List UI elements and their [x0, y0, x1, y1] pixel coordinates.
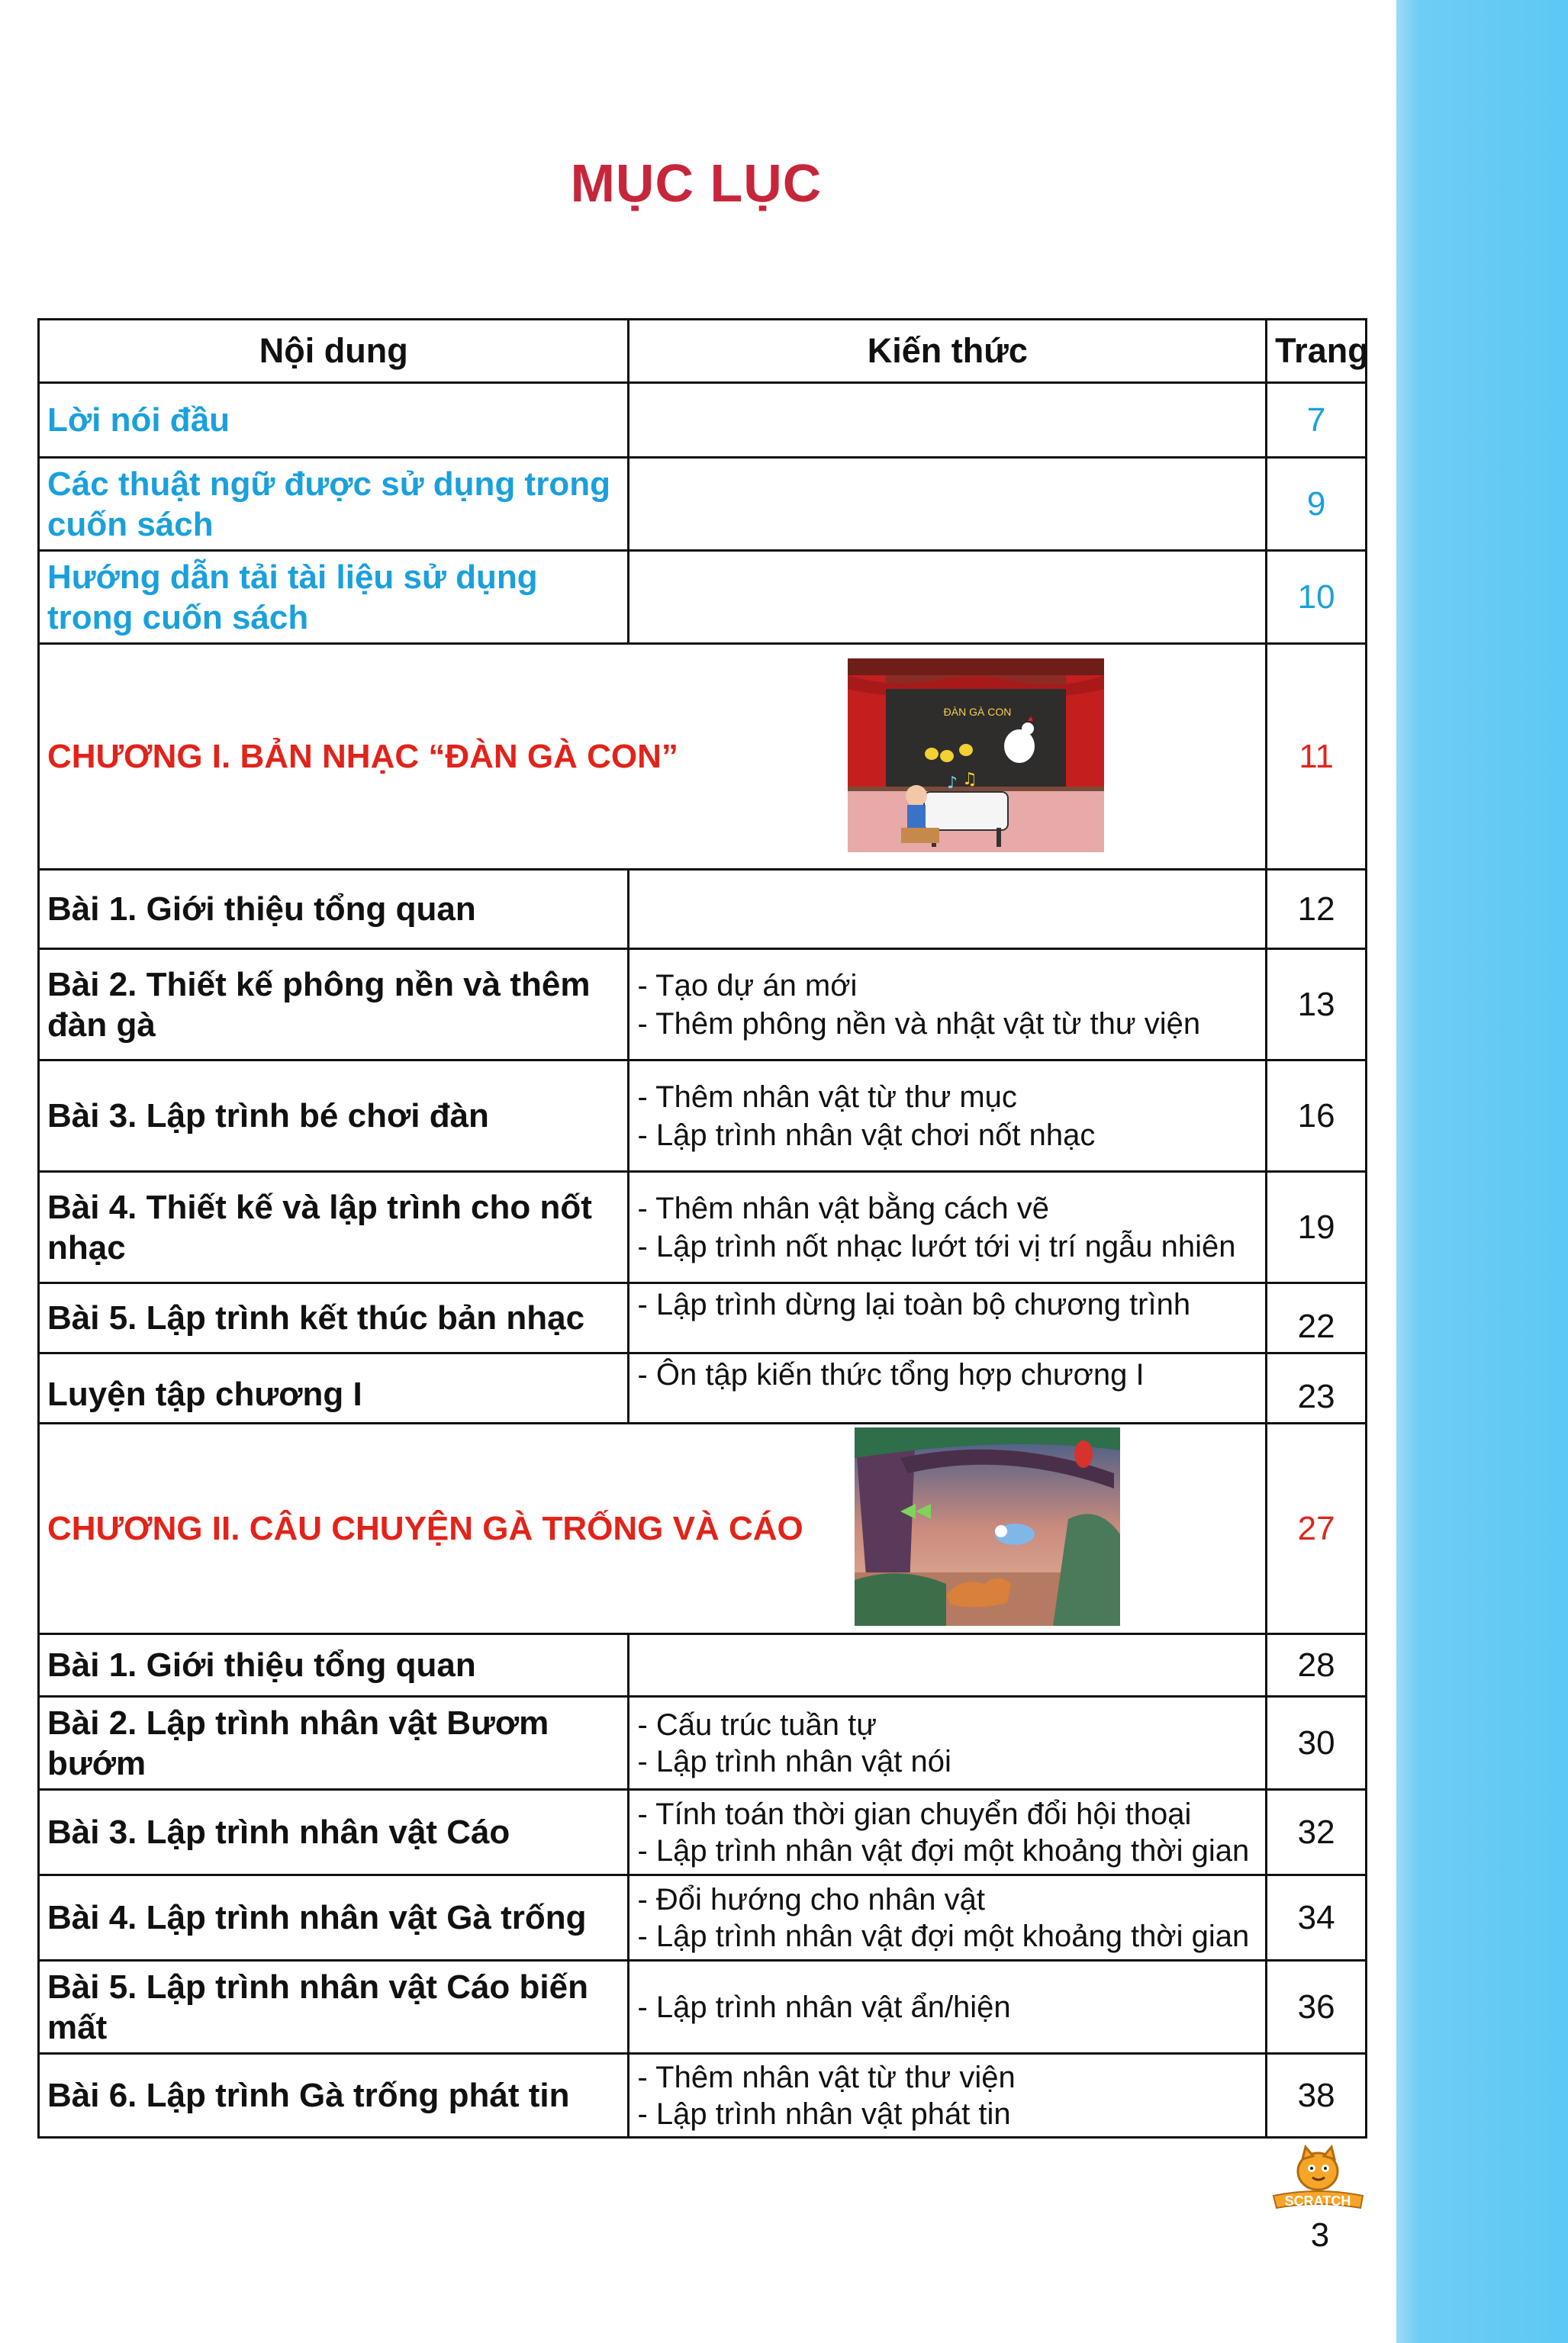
toc-row-lesson[interactable] [39, 1790, 1367, 1875]
toc-entry-knowledge [629, 1353, 1267, 1424]
knowledge-item: - Cấu trúc tuần tự [637, 1707, 877, 1742]
knowledge-item: - Thêm nhân vật bằng cách vẽ [637, 1191, 1050, 1225]
toc-entry-knowledge [629, 458, 1267, 551]
toc-row-intro[interactable] [39, 551, 1367, 644]
header-page: Trang [1267, 320, 1367, 383]
knowledge-item: - Lập trình nhân vật ẩn/hiện [637, 1990, 1011, 2024]
toc-entry-page: 36 [1267, 1961, 1367, 2054]
knowledge-item: - Lập trình nhân vật đợi một khoảng thời gian [637, 1919, 1250, 1953]
toc-row-lesson[interactable] [39, 2054, 1367, 2138]
chapter-1-image-caption: ĐÀN GÀ CON [943, 706, 1012, 718]
toc-entry-knowledge [629, 1172, 1267, 1283]
toc-entry-title[interactable]: Bài 1. Giới thiệu tổng quan [39, 870, 629, 949]
chapter-1-illustration [848, 658, 1104, 852]
toc-entry-page: 30 [1267, 1697, 1367, 1790]
toc-entry-title[interactable]: Bài 2. Lập trình nhân vật Bươm bướm [39, 1697, 629, 1790]
knowledge-item: - Ôn tập kiến thức tổng hợp chương I [637, 1358, 1145, 1392]
knowledge-item: - Thêm phông nền và nhật vật từ thư viện [637, 1006, 1201, 1041]
toc-entry-title[interactable]: Bài 5. Lập trình kết thúc bản nhạc [39, 1283, 629, 1353]
toc-row-lesson[interactable] [39, 949, 1367, 1060]
page-title: MỤC LỤC [570, 153, 823, 213]
toc-entry-knowledge [629, 1790, 1267, 1875]
knowledge-item: - Lập trình nhân vật đợi một khoảng thời gian [637, 1833, 1250, 1868]
toc-row-lesson[interactable] [39, 870, 1367, 949]
toc-entry-page: 28 [1267, 1634, 1367, 1697]
chapter-1-cell [39, 644, 1267, 870]
toc-row-lesson[interactable] [39, 1060, 1367, 1172]
toc-row-chapter-1[interactable] [39, 644, 1367, 870]
toc-entry-knowledge [629, 949, 1267, 1060]
toc-entry-knowledge [629, 1961, 1267, 2054]
toc-row-lesson[interactable] [39, 1172, 1367, 1283]
toc-row-lesson[interactable] [39, 1697, 1367, 1790]
toc-entry-title[interactable]: Hướng dẫn tải tài liệu sử dụng trong cuốn sách [39, 551, 629, 644]
toc-entry-knowledge [629, 383, 1267, 458]
toc-entry-title[interactable]: Bài 3. Lập trình nhân vật Cáo [39, 1790, 629, 1875]
toc-entry-page: 23 [1267, 1353, 1367, 1424]
toc-entry-knowledge [629, 551, 1267, 644]
toc-entry-page: 13 [1267, 949, 1367, 1060]
toc-entry-knowledge [629, 870, 1267, 949]
toc-entry-page: 9 [1267, 458, 1367, 551]
knowledge-item: - Tính toán thời gian chuyển đổi hội thoại [637, 1797, 1192, 1831]
toc-entry-title[interactable]: Bài 1. Giới thiệu tổng quan [39, 1634, 629, 1697]
page-number: 3 [1310, 2216, 1330, 2254]
toc-entry-title[interactable]: Bài 5. Lập trình nhân vật Cáo biến mất [39, 1961, 629, 2054]
knowledge-item: - Lập trình nhân vật phát tin [637, 2097, 1011, 2131]
toc-entry-page: 16 [1267, 1060, 1367, 1172]
toc-entry-page: 38 [1267, 2054, 1367, 2138]
toc-entry-page: 22 [1267, 1283, 1367, 1353]
knowledge-item: - Đổi hướng cho nhân vật [637, 1882, 985, 1917]
toc-entry-knowledge [629, 1283, 1267, 1353]
toc-entry-title[interactable]: Bài 4. Thiết kế và lập trình cho nốt nhạc [39, 1172, 629, 1283]
toc-entry-page: 19 [1267, 1172, 1367, 1283]
knowledge-item: - Tạo dự án mới [637, 968, 858, 1003]
toc-entry-title[interactable]: Bài 4. Lập trình nhân vật Gà trống [39, 1875, 629, 1961]
toc-entry-page: 12 [1267, 870, 1367, 949]
header-knowledge: Kiến thức [629, 320, 1267, 383]
toc-row-lesson[interactable] [39, 1634, 1367, 1697]
chapter-2-title[interactable]: CHƯƠNG II. CÂU CHUYỆN GÀ TRỐNG VÀ CÁO [47, 1509, 803, 1547]
toc-entry-title[interactable]: Bài 2. Thiết kế phông nền và thêm đàn gà [39, 949, 629, 1060]
toc-row-chapter-2[interactable] [39, 1424, 1367, 1634]
toc-entry-page: 7 [1267, 383, 1367, 458]
toc-row-intro[interactable] [39, 458, 1367, 551]
toc-row-intro[interactable] [39, 383, 1367, 458]
svg-text:♫: ♫ [962, 770, 977, 789]
knowledge-item: - Thêm nhân vật từ thư viện [637, 2060, 1016, 2094]
toc-entry-page: 11 [1267, 644, 1367, 870]
knowledge-item: - Lập trình nốt nhạc lướt tới vị trí ngẫu nhiên [637, 1229, 1236, 1263]
toc-entry-knowledge [629, 1697, 1267, 1790]
toc-entry-knowledge [629, 1060, 1267, 1172]
knowledge-item: - Thêm nhân vật từ thư mục [637, 1080, 1017, 1114]
toc-entry-knowledge [629, 1875, 1267, 1961]
toc-row-lesson[interactable] [39, 1353, 1367, 1424]
toc-entry-knowledge [629, 1634, 1267, 1697]
toc-entry-page: 10 [1267, 551, 1367, 644]
chapter-2-cell [39, 1424, 1267, 1634]
toc-entry-page: 27 [1267, 1424, 1367, 1634]
toc-entry-knowledge [629, 2054, 1267, 2138]
knowledge-item: - Lập trình dừng lại toàn bộ chương trình [637, 1288, 1191, 1321]
toc-entry-page: 32 [1267, 1790, 1367, 1875]
toc-entry-title[interactable]: Luyện tập chương I [39, 1353, 629, 1424]
svg-text:♪: ♪ [947, 774, 958, 793]
knowledge-item: - Lập trình nhân vật chơi nốt nhạc [637, 1118, 1096, 1152]
toc-entry-title[interactable]: Bài 3. Lập trình bé chơi đàn [39, 1060, 629, 1172]
toc-entry-title[interactable]: Bài 6. Lập trình Gà trống phát tin [39, 2054, 629, 2138]
side-decoration-band [1396, 0, 1568, 2343]
header-content: Nội dung [39, 320, 629, 383]
toc-row-lesson[interactable] [39, 1283, 1367, 1353]
toc-row-lesson[interactable] [39, 1961, 1367, 2054]
toc-entry-page: 34 [1267, 1875, 1367, 1961]
chapter-2-illustration [855, 1427, 1120, 1626]
chapter-1-title[interactable]: CHƯƠNG I. BẢN NHẠC “ĐÀN GÀ CON” [47, 737, 678, 775]
toc-row-lesson[interactable] [39, 1875, 1367, 1961]
table-of-contents [37, 318, 1367, 2139]
toc-entry-title[interactable]: Các thuật ngữ được sử dụng trong cuốn sách [39, 458, 629, 551]
table-header-row [39, 320, 1367, 383]
toc-entry-title[interactable]: Lời nói đầu [39, 383, 629, 458]
scratch-cat-logo [1270, 2144, 1366, 2213]
knowledge-item: - Lập trình nhân vật nói [637, 1744, 951, 1778]
scratch-logo-text: SCRATCH [1284, 2193, 1351, 2209]
